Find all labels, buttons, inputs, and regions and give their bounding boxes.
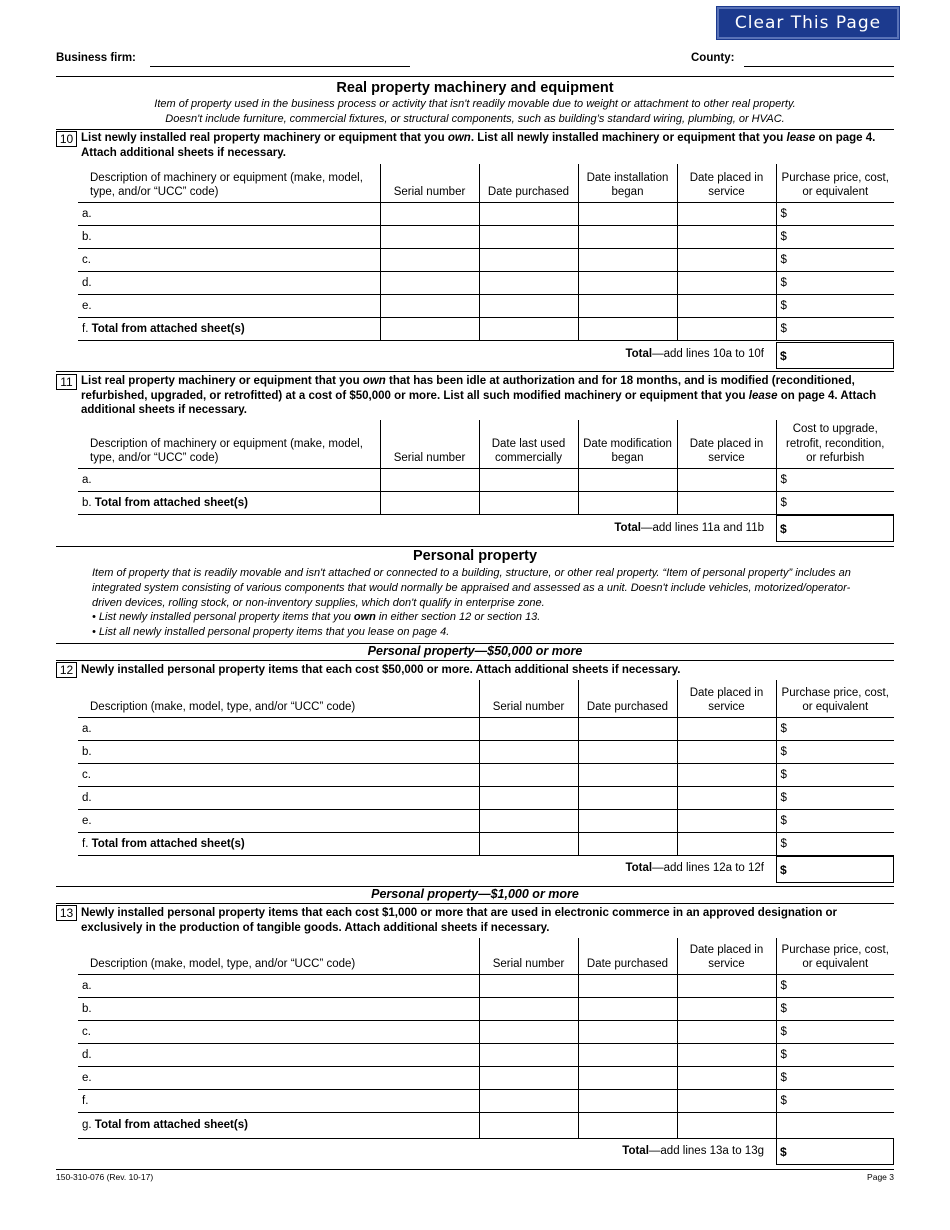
- section-13-instructions: Newly installed personal property items that each cost $1,000 or more that are used in electronic commerce in an approved designation or exclusively in the production of tangible goods. Attach additional sheets if necessary.: [81, 907, 838, 934]
- col-description: Description of machinery or equipment (make, model, type, and/or “UCC” code): [78, 420, 380, 468]
- section-13-subtitle: Personal property—$1,000 or more: [371, 887, 579, 901]
- section-number-13: 13: [56, 905, 77, 921]
- section-10-total-label: Total—add lines 10a to 10f: [625, 348, 764, 360]
- personal-bullet-2: • List all newly installed personal property items that you lease on page 4.: [92, 626, 450, 638]
- col-date-placed: Date placed in service: [677, 680, 776, 717]
- row-label: c.: [78, 248, 380, 271]
- table-row[interactable]: [78, 1066, 894, 1089]
- dollar-sign: $: [776, 717, 894, 740]
- col-date-purchased: Date purchased: [479, 164, 578, 202]
- real-property-desc-2: Doesn't include furniture, commercial fixtures, or structural components, such as building’s standard wiring, plumbing, or HVAC.: [165, 113, 785, 125]
- dollar-sign: $: [776, 202, 894, 225]
- col-serial: Serial number: [380, 164, 479, 202]
- dollar-sign: $: [776, 1020, 894, 1043]
- personal-bullet-1: • List newly installed personal property items that you own in either section 12 or section 13.: [92, 611, 541, 623]
- col-price: Purchase price, cost, or equivalent: [776, 680, 894, 717]
- section-number-10: 10: [56, 131, 77, 147]
- business-firm-label: Business firm:: [56, 52, 136, 64]
- row-label: a.: [78, 717, 479, 740]
- section-10-instructions: List newly installed real property machinery or equipment that you own. List all newly installed machinery or equipment that you lease on page 4. Attach additional sheets if necessary.: [81, 132, 876, 159]
- table-row[interactable]: [78, 809, 894, 832]
- divider: [56, 76, 894, 77]
- table-row[interactable]: [78, 997, 894, 1020]
- col-description: Description (make, model, type, and/or “UCC” code): [78, 680, 479, 717]
- col-date-modification: Date modification began: [578, 420, 677, 468]
- dollar-sign: $: [776, 809, 894, 832]
- col-description: Description (make, model, type, and/or “UCC” code): [78, 938, 479, 974]
- dollar-sign: $: [776, 248, 894, 271]
- divider: [56, 1169, 894, 1170]
- section-11-table: [78, 420, 894, 515]
- dollar-sign: $: [776, 1066, 894, 1089]
- dollar-sign: $: [776, 317, 894, 340]
- table-row[interactable]: [78, 1112, 894, 1138]
- personal-property-title: Personal property: [412, 548, 538, 564]
- dollar-sign: $: [776, 294, 894, 317]
- col-date-placed: Date placed in service: [677, 938, 776, 974]
- row-label: b.: [78, 225, 380, 248]
- col-date-purchased: Date purchased: [578, 680, 677, 717]
- dollar-sign: $: [776, 786, 894, 809]
- row-label: d.: [78, 1043, 479, 1066]
- divider: [56, 129, 894, 130]
- section-12-total-label: Total—add lines 12a to 12f: [625, 862, 764, 874]
- table-row[interactable]: [78, 491, 894, 514]
- table-row[interactable]: [78, 225, 894, 248]
- section-10-total-field[interactable]: $: [776, 342, 894, 369]
- section-12-subtitle: Personal property—$50,000 or more: [367, 644, 583, 658]
- col-price: Purchase price, cost, or equivalent: [776, 164, 894, 202]
- divider: [56, 660, 894, 661]
- row-label: a.: [78, 974, 479, 997]
- county-label: County:: [691, 52, 735, 64]
- col-date-placed: Date placed in service: [677, 420, 776, 468]
- row-label: c.: [78, 1020, 479, 1043]
- county-input[interactable]: [744, 66, 894, 67]
- row-label: d.: [78, 786, 479, 809]
- table-row[interactable]: [78, 974, 894, 997]
- row-label: b. Total from attached sheet(s): [78, 491, 380, 514]
- col-date-purchased: Date purchased: [578, 938, 677, 974]
- dollar-sign: $: [776, 225, 894, 248]
- divider: [56, 371, 894, 372]
- table-row[interactable]: [78, 786, 894, 809]
- col-serial: Serial number: [380, 420, 479, 468]
- col-serial: Serial number: [479, 938, 578, 974]
- section-12-total-field[interactable]: $: [776, 856, 894, 883]
- col-date-last-used: Date last used commercially: [479, 420, 578, 468]
- row-label: a.: [78, 468, 380, 491]
- row-label: e.: [78, 294, 380, 317]
- personal-property-desc: Item of property that is readily movable and isn't attached or connected to a building, structure, or other real property. “Item of personal property” includes an integrated system consisting of various components that would normally be appraised and assessed as a unit. Doesn't include vehicles, motorized/operator-driven devices, rolling stock, or non-inventory supplies, which don't qualify in enterprise zone.: [92, 567, 851, 609]
- table-row[interactable]: [78, 202, 894, 225]
- dollar-sign: $: [776, 1089, 894, 1112]
- col-date-installation: Date installation began: [578, 164, 677, 202]
- row-label: f. Total from attached sheet(s): [78, 317, 380, 340]
- table-row[interactable]: [78, 1043, 894, 1066]
- row-label: f. Total from attached sheet(s): [78, 832, 479, 855]
- table-row[interactable]: [78, 1020, 894, 1043]
- real-property-title: Real property machinery and equipment: [336, 80, 614, 96]
- section-10-table: [78, 164, 894, 341]
- table-row[interactable]: [78, 717, 894, 740]
- table-row[interactable]: [78, 740, 894, 763]
- dollar-sign: $: [776, 271, 894, 294]
- table-row[interactable]: [78, 1089, 894, 1112]
- section-number-12: 12: [56, 662, 77, 678]
- col-cost-upgrade: Cost to upgrade, retrofit, recondition, or refurbish: [776, 420, 894, 468]
- table-row[interactable]: [78, 271, 894, 294]
- row-label: e.: [78, 1066, 479, 1089]
- row-label: g. Total from attached sheet(s): [78, 1112, 479, 1138]
- row-label: c.: [78, 763, 479, 786]
- table-row[interactable]: [78, 763, 894, 786]
- section-13-table: [78, 938, 894, 1139]
- row-label: a.: [78, 202, 380, 225]
- section-11-instructions: List real property machinery or equipment that you own that has been idle at authorization and for 18 months, and is modified (reconditioned, refurbished, upgraded, or retrofitted) at a cost of $50,000 or more. List all such modified machinery or equipment that you lease on page 4. Attach additional sheets if necessary.: [81, 375, 877, 416]
- dollar-sign: $: [776, 468, 894, 491]
- row-label: b.: [78, 997, 479, 1020]
- table-row[interactable]: [78, 832, 894, 855]
- col-serial: Serial number: [479, 680, 578, 717]
- section-11-total-field[interactable]: $: [776, 515, 894, 542]
- dollar-sign: $: [776, 1043, 894, 1066]
- dollar-sign: $: [776, 763, 894, 786]
- dollar-sign: $: [776, 740, 894, 763]
- section-12-table: [78, 680, 894, 856]
- section-12-instructions: Newly installed personal property items that each cost $50,000 or more. Attach additional sheets if necessary.: [81, 664, 681, 676]
- divider: [56, 546, 894, 547]
- page-number: Page 3: [867, 1172, 894, 1182]
- real-property-desc-1: Item of property used in the business process or activity that isn't readily movable due to weight or attachment to other real property.: [154, 98, 796, 110]
- business-firm-input[interactable]: [150, 66, 410, 67]
- table-row[interactable]: [78, 468, 894, 491]
- clear-page-button[interactable]: Clear This Page: [717, 7, 899, 39]
- dollar-sign: $: [776, 832, 894, 855]
- table-row[interactable]: [78, 317, 894, 340]
- row-label: b.: [78, 740, 479, 763]
- col-description: Description of machinery or equipment (make, model, type, and/or “UCC” code): [78, 164, 380, 202]
- row-label: f.: [78, 1089, 479, 1112]
- table-row[interactable]: [78, 294, 894, 317]
- table-row[interactable]: [78, 248, 894, 271]
- section-13-total-field[interactable]: $: [776, 1138, 894, 1165]
- divider: [56, 903, 894, 904]
- row-label: e.: [78, 809, 479, 832]
- dollar-sign: $: [776, 997, 894, 1020]
- dollar-sign: $: [776, 491, 894, 514]
- col-price: Purchase price, cost, or equivalent: [776, 938, 894, 974]
- section-number-11: 11: [56, 374, 77, 390]
- col-date-placed: Date placed in service: [677, 164, 776, 202]
- section-13-total-label: Total—add lines 13a to 13g: [622, 1145, 764, 1157]
- section-11-total-label: Total—add lines 11a and 11b: [614, 522, 764, 534]
- dollar-sign: $: [776, 974, 894, 997]
- form-id: 150-310-076 (Rev. 10-17): [56, 1172, 154, 1182]
- row-label: d.: [78, 271, 380, 294]
